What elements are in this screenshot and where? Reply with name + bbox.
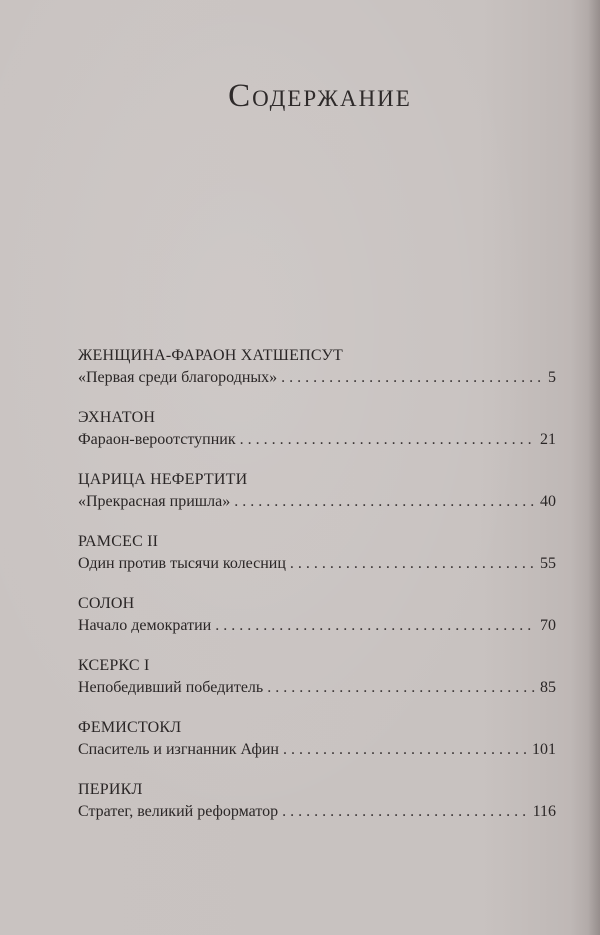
toc-entry[interactable] [78,779,556,823]
table-of-contents [78,345,556,841]
dot-leader [234,491,536,513]
dot-leader [215,615,536,637]
toc-entry-title: РАМСЕС II [78,533,159,550]
toc-entry[interactable] [78,593,556,637]
toc-page-number: 116 [532,803,556,820]
dot-leader [240,429,536,451]
toc-page-number: 55 [540,555,556,572]
dot-leader [267,677,536,699]
toc-entry-line [78,615,556,637]
dot-leader [290,553,536,575]
dot-leader [283,739,528,761]
toc-page-number: 70 [540,617,556,634]
toc-entry-title: ЖЕНЩИНА-ФАРАОН ХАТШЕПСУТ [78,347,344,364]
toc-entry-title: КСЕРКС I [78,657,150,674]
dot-leader [282,801,528,823]
toc-entry-subtitle: Спаситель и изгнанник Афин [78,741,279,758]
toc-entry-title: ПЕРИКЛ [78,781,143,798]
toc-entry-subtitle: Непобедивший победитель [78,679,264,696]
toc-entry-title: СОЛОН [78,595,135,612]
toc-entry-subtitle: Один против тысячи колесниц [78,555,286,572]
toc-entry-line [78,553,556,575]
toc-entry-subtitle: Фараон-вероотступник [78,431,236,448]
toc-page-number: 40 [540,493,556,510]
toc-entry-subtitle: Стратег, великий реформатор [78,803,279,820]
toc-entry-subtitle: Начало демократии [78,617,212,634]
toc-entry[interactable] [78,655,556,699]
toc-entry-title: ФЕМИСТОКЛ [78,719,182,736]
toc-page-number: 5 [548,369,556,386]
toc-entry-line [78,367,556,389]
toc-entry-title: ЭХНАТОН [78,409,156,426]
toc-entry-subtitle: «Первая среди благородных» [78,369,278,386]
toc-entry[interactable] [78,345,556,389]
toc-entry[interactable] [78,531,556,575]
toc-entry[interactable] [78,469,556,513]
toc-page-number: 101 [532,741,556,758]
toc-page-number: 21 [540,431,556,448]
dot-leader [281,367,544,389]
toc-entry-subtitle: «Прекрасная пришла» [78,493,231,510]
toc-page-number: 85 [540,679,556,696]
toc-entry-line [78,677,556,699]
toc-entry-title: ЦАРИЦА НЕФЕРТИТИ [78,471,248,488]
toc-entry[interactable] [78,407,556,451]
toc-entry-line [78,801,556,823]
toc-entry-line [78,491,556,513]
page-edge-shadow [588,0,600,935]
toc-entry-line [78,429,556,451]
toc-entry[interactable] [78,717,556,761]
page-title: Содержание [228,78,412,114]
toc-entry-line [78,739,556,761]
